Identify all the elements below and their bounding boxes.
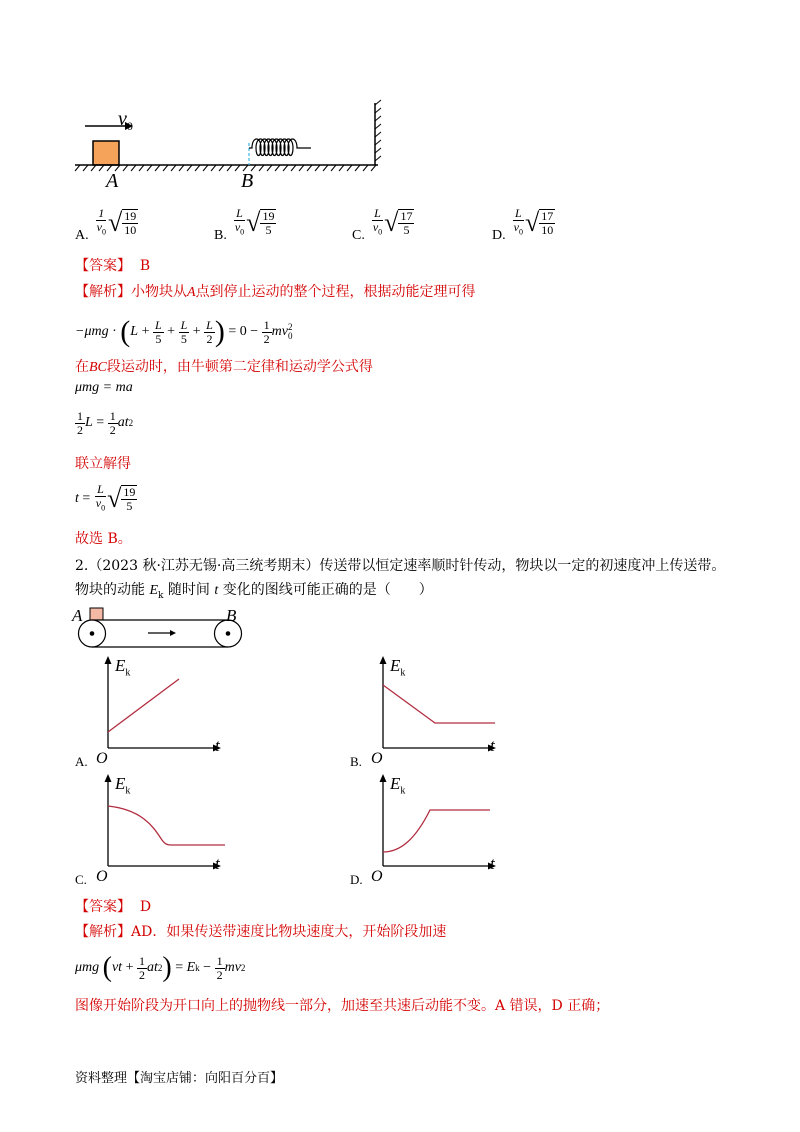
- belt-point-b: B: [226, 606, 237, 625]
- graph-origin: O: [371, 750, 383, 767]
- option-d: D. $\frac{L}{v_0}$ √ $\frac{17}{10}$: [492, 206, 554, 243]
- answer-1: 【答案】 B: [75, 258, 151, 274]
- graph-option-a: [75, 652, 275, 772]
- block-a: [93, 141, 119, 165]
- graph-x-label: t: [215, 854, 220, 873]
- graph-option-label: A.: [75, 754, 88, 769]
- analysis-1-line1: 【解析】小物块从A点到停止运动的整个过程，根据动能定理可得: [75, 284, 476, 300]
- graph-x-label: t: [490, 736, 495, 755]
- page-footer: 资料整理【淘宝店铺：向阳百分百】: [75, 1071, 284, 1086]
- graph-option-label: C.: [75, 872, 87, 887]
- equation-kinematics: $\frac{1}{2}$ L = $\frac{1}{2}$ at 2: [77, 408, 134, 437]
- question-2-line1: 2.（2023 秋·江苏无锡·高三统考期末）传送带以恒定速率顺时针传动，物块以一定的初速度冲上传送带。: [75, 558, 726, 574]
- velocity-label: $v_0$: [118, 108, 133, 133]
- graph-x-label: t: [490, 854, 495, 873]
- graph-origin: O: [96, 868, 108, 885]
- graph-curve: [383, 685, 495, 723]
- analysis-1-line2: 在BC段运动时，由牛顿第二定律和运动学公式得: [75, 359, 373, 375]
- belt-point-a: A: [72, 606, 83, 625]
- graph-y-label: $E_k$: [115, 656, 131, 679]
- graph-curve: [108, 806, 225, 845]
- equation-belt: μmg ( vt + $\frac{1}{2}$ at 2 ) = E k − $\frac{1}{2}$ mv 2: [75, 952, 246, 983]
- graph-y-label: $E_k$: [115, 774, 131, 797]
- question-2-line2: 物块的动能 $E_k$ 随时间 t 变化的图线可能正确的是（ ）: [75, 582, 433, 601]
- graph-y-label: $E_k$: [390, 656, 406, 679]
- analysis-2-line2: 图像开始阶段为开口向上的抛物线一部分，加速至共速后动能不变。A 错误，D 正确；: [75, 998, 610, 1014]
- equation-energy: −μmg · ( L + $\frac{L}{5}$ + $\frac{L}{5}$ + $\frac{L}{2}$ ) = 0 − $\frac{1}{2}$ mv 2 0: [75, 315, 293, 348]
- option-a: A. $\frac{1}{v_0}$ √ $\frac{19}{10}$: [75, 206, 137, 243]
- graph-x-label: t: [215, 736, 220, 755]
- graph-y-label: $E_k$: [390, 774, 406, 797]
- analysis-1-line3: 联立解得: [75, 456, 131, 472]
- analysis-2-line1: 【解析】AD．如果传送带速度比物块速度大，开始阶段加速: [75, 924, 447, 940]
- spring: [249, 139, 311, 156]
- analysis-1-conclusion: 故选 B。: [75, 531, 132, 547]
- answer-2: 【答案】 D: [75, 899, 152, 915]
- point-a-label: A: [106, 170, 119, 192]
- equation-result: t = $\frac{L}{v_0}$ √ $\frac{19}{5}$: [75, 482, 136, 513]
- graph-option-b: [350, 652, 550, 772]
- graph-origin: O: [371, 868, 383, 885]
- conveyor-belt: [70, 605, 250, 655]
- graph-option-d: [350, 770, 550, 890]
- graph-origin: O: [96, 750, 108, 767]
- point-b-label: B: [241, 170, 254, 192]
- option-c: C. $\frac{L}{v_0}$ √ $\frac{17}{5}$: [352, 206, 413, 243]
- graph-option-c: [75, 770, 275, 890]
- graph-option-label: B.: [350, 754, 362, 769]
- graph-option-label: D.: [350, 872, 363, 887]
- equation-force: μmg = ma: [75, 380, 133, 395]
- graph-curve: [383, 810, 490, 852]
- graph-curve: [108, 679, 179, 732]
- option-b: B. $\frac{L}{v_0}$ √ $\frac{19}{5}$: [214, 206, 275, 243]
